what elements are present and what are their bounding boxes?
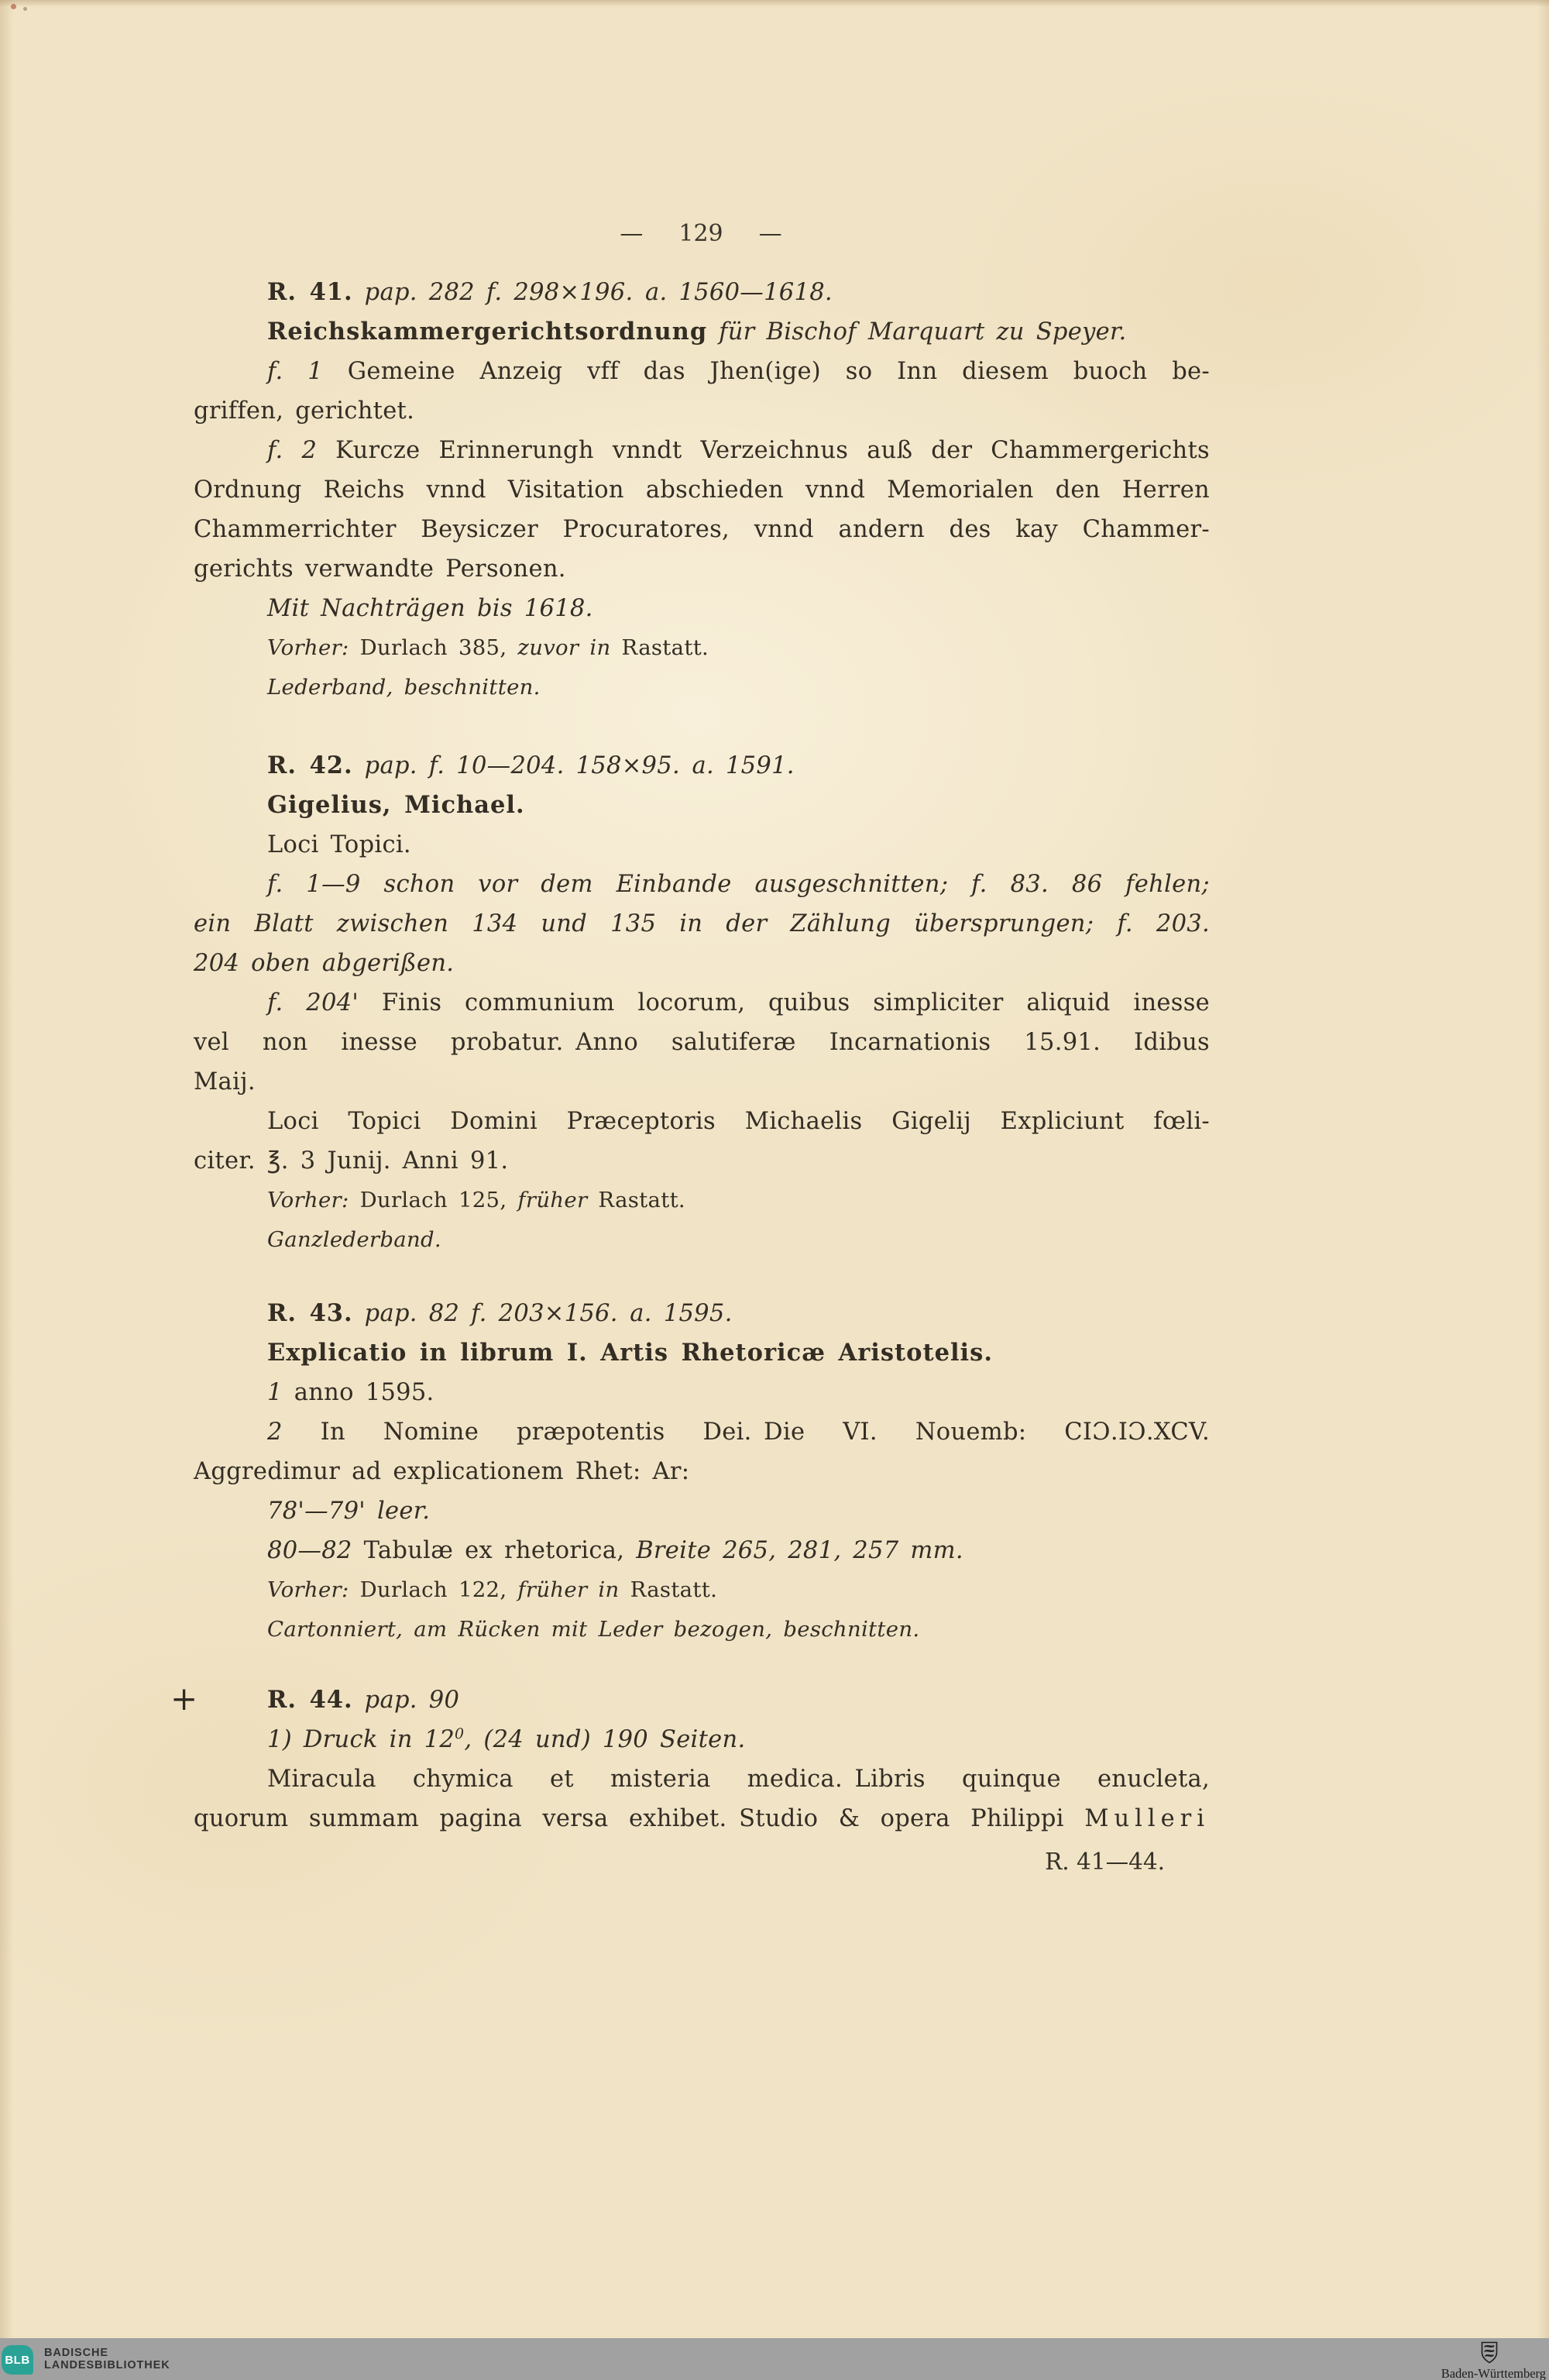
text-segment: Durlach 125, — [349, 1188, 518, 1212]
text-segment: 1) Druck in 12 — [267, 1726, 455, 1753]
body-line — [194, 1759, 1210, 1799]
text-segment: 2 — [267, 1419, 283, 1446]
text-segment: Aggredimur ad explicationem Rhet: Ar: — [194, 1458, 690, 1485]
page-number: 129 — [678, 220, 723, 247]
text-segment: f. 2 — [267, 437, 318, 464]
text-segment: vel non inesse probatur. Anno salutiferæ Incarnationis 15.91. Idibus — [194, 1029, 1210, 1056]
text-segment: Gigelius, Michael. — [267, 791, 525, 819]
body-line — [194, 1452, 1210, 1491]
text-segment: 0 — [455, 1725, 465, 1742]
text-segment: für Bischof Marquart zu Speyer. — [707, 318, 1127, 346]
body-line — [194, 1412, 1210, 1452]
binding-line — [194, 1220, 1210, 1260]
body-line — [194, 983, 1210, 1023]
body-line — [194, 1062, 1210, 1102]
note-line — [194, 589, 1210, 628]
text-segment: Mulleri — [1084, 1805, 1210, 1832]
scan-artifact — [23, 7, 27, 11]
text-segment: gerichts verwandte Personen. — [194, 555, 566, 583]
text-segment: anno 1595. — [282, 1379, 434, 1406]
entry-author-line — [194, 786, 1210, 825]
library-name — [44, 2347, 170, 2371]
body-line — [194, 431, 1210, 470]
catalog-entry-r42 — [194, 746, 1210, 1260]
text-segment: citer. ℥. 3 Junij. Anni 91. — [194, 1147, 509, 1175]
catalog-entry-r43 — [194, 1294, 1210, 1649]
text-segment: Miracula chymica et misteria medica. Libris quinque enucleta, — [267, 1766, 1210, 1793]
page-header — [194, 220, 1208, 248]
text-segment: 80—82 — [267, 1537, 352, 1564]
text-segment: Explicatio in librum I. Artis Rhetoricæ Aristotelis. — [267, 1339, 993, 1367]
text-segment: Vorher: — [267, 1577, 349, 1602]
text-segment: griffen, gerichtet. — [194, 397, 415, 425]
text-segment: Durlach 122, — [349, 1577, 518, 1602]
entry-heading-line — [194, 1680, 1210, 1720]
text-segment: Ganzlederband. — [267, 1227, 441, 1252]
text-segment: zuvor in — [517, 635, 611, 660]
text-segment: pap. f. 10—204. 158×95. a. 1591. — [352, 752, 795, 779]
text-segment: 204 oben abgerißen. — [194, 950, 455, 977]
text-segment: Breite 265, 281, 257 mm. — [636, 1537, 963, 1564]
body-line — [194, 1023, 1210, 1062]
text-segment: Kurcze Erinnerungh vnndt Verzeichnus auß der Chammergerichts — [317, 437, 1210, 464]
text-segment: R. 41. — [267, 278, 353, 306]
text-segment: Mit Nachträgen bis 1618. — [267, 595, 593, 622]
note-line — [194, 1720, 1210, 1759]
text-segment: In Nomine præpotentis Dei. Die VI. Nouemb: CIƆ.IƆ.XCV. — [282, 1419, 1210, 1446]
note-line — [194, 904, 1210, 944]
text-segment: pap. 282 f. 298×196. a. 1560—1618. — [352, 279, 833, 306]
text-segment: ein Blatt zwischen 134 und 135 in der Zählung übersprungen; f. 203. — [194, 910, 1210, 937]
body-line — [194, 391, 1210, 431]
note-line — [194, 865, 1210, 904]
text-segment: Maij. — [194, 1068, 256, 1095]
text-segment: Vorher: — [267, 635, 349, 660]
text-segment: Rastatt. — [610, 635, 709, 660]
state-brand — [1431, 2340, 1547, 2380]
library-name-line1: BADISCHE — [44, 2347, 108, 2359]
catalog-entry-r41 — [194, 273, 1210, 707]
body-line — [194, 510, 1210, 549]
body-line — [194, 1102, 1210, 1141]
library-footer-bar — [0, 2338, 1549, 2380]
text-segment: Reichskammergerichtsordnung — [267, 318, 708, 346]
text-segment: quorum summam pagina versa exhibet. Studio & opera Philippi — [194, 1805, 1085, 1832]
blb-logo-text: BLB — [5, 2353, 30, 2367]
text-segment: Durlach 385, — [349, 635, 518, 660]
text-segment: Lederband, beschnitten. — [267, 675, 541, 700]
entry-title-line — [194, 1333, 1210, 1373]
text-segment: pap. 82 f. 203×156. a. 1595. — [352, 1300, 733, 1327]
text-segment: pap. 90 — [352, 1687, 460, 1714]
note-line — [194, 944, 1210, 983]
text-segment: Loci Topici. — [267, 831, 411, 858]
library-name-line2: LANDESBIBLIOTHEK — [44, 2358, 170, 2371]
entry-title-line — [194, 825, 1210, 865]
entry-heading-line — [194, 1294, 1210, 1333]
binding-line — [194, 1610, 1210, 1649]
provenance-line — [194, 1181, 1210, 1220]
header-dash-left: — — [620, 220, 644, 247]
body-line — [194, 1141, 1210, 1181]
entry-title-line — [194, 312, 1210, 352]
provenance-line — [194, 1570, 1210, 1610]
text-segment: f. 1 — [267, 358, 323, 385]
margin-plus-mark: + — [170, 1680, 198, 1718]
text-segment: R. 43. — [267, 1299, 353, 1327]
text-segment: R. 44. — [267, 1686, 353, 1714]
text-segment: Chammerrichter Beysiczer Procuratores, vnnd andern des kay Chammer- — [194, 516, 1210, 543]
entry-heading-line — [194, 273, 1210, 312]
text-segment: Rastatt. — [619, 1577, 718, 1602]
text-segment: 78'—79' leer. — [267, 1498, 431, 1525]
note-line — [194, 1531, 1210, 1570]
text-segment: , (24 und) 190 Seiten. — [464, 1726, 746, 1753]
text-segment: R. 42. — [267, 751, 353, 779]
sheet-signature: R. 41—44. — [1045, 1849, 1165, 1875]
note-line — [194, 1491, 1210, 1531]
blb-logo — [2, 2345, 33, 2375]
header-dash-right: — — [758, 220, 782, 247]
text-segment: früher in — [517, 1577, 620, 1602]
text-segment: Tabulæ ex rhetorica, — [352, 1537, 637, 1564]
body-line — [194, 1799, 1210, 1838]
text-segment: f. 1—9 schon vor dem Einbande ausgeschnitten; f. 83. 86 fehlen; — [267, 871, 1210, 898]
state-name: Baden-Württemberg — [1441, 2366, 1546, 2380]
body-line — [194, 1373, 1210, 1412]
scan-artifact — [11, 4, 16, 9]
text-segment: früher — [517, 1188, 588, 1212]
baden-wuerttemberg-coat-of-arms-icon — [1481, 2341, 1498, 2368]
text-segment: Ordnung Reichs vnnd Visitation abschieden vnnd Memorialen den Herren — [194, 476, 1210, 504]
text-segment: Cartonniert, am Rücken mit Leder bezogen, beschnitten. — [267, 1617, 920, 1642]
text-segment: 1 — [267, 1379, 283, 1406]
entry-heading-line — [194, 746, 1210, 786]
body-line — [194, 549, 1210, 589]
binding-line — [194, 668, 1210, 707]
provenance-line — [194, 628, 1210, 668]
text-block — [194, 273, 1210, 1838]
text-segment: Loci Topici Domini Præceptoris Michaelis Gigelij Expliciunt fœli- — [267, 1108, 1210, 1135]
text-segment: Vorher: — [267, 1188, 349, 1212]
body-line — [194, 352, 1210, 391]
text-segment: Gemeine Anzeig vff das Jhen(ige) so Inn diesem buoch be- — [322, 358, 1210, 385]
text-segment: Rastatt. — [587, 1188, 685, 1212]
text-segment: Finis communium locorum, quibus simpliciter aliquid inesse — [359, 989, 1211, 1016]
text-segment: f. 204' — [267, 989, 359, 1016]
body-line — [194, 470, 1210, 510]
catalog-entry-r44 — [194, 1680, 1210, 1838]
